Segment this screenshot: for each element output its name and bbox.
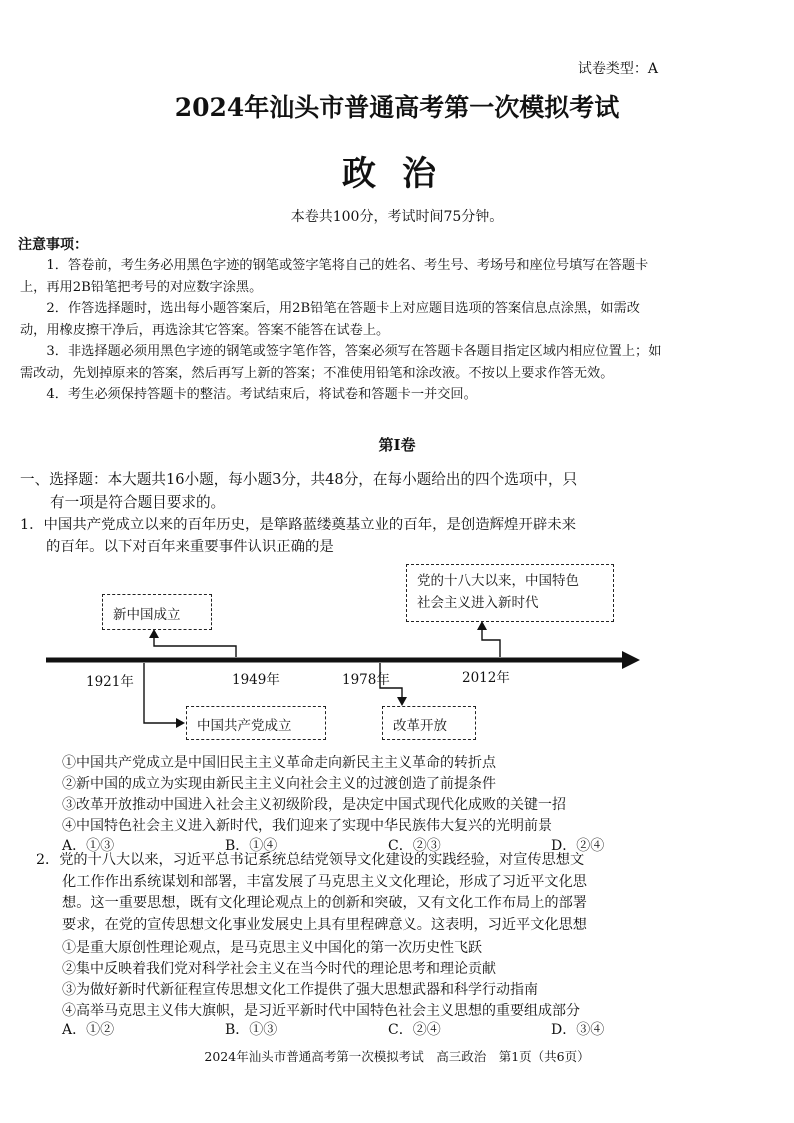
question-1-option: ④中国特色社会主义进入新时代，我们迎来了实现中华民族伟大复兴的光明前景 (62, 818, 552, 834)
exam-title: 2024年汕头市普通高考第一次模拟考试 (174, 93, 620, 122)
timeline-year-1921: 1921年 (86, 674, 134, 690)
answer-choice-b: B．①④ (225, 838, 278, 854)
part-description-line: 一、选择题：本大题共16小题，每小题3分，共48分，在每小题给出的四个选项中，只 (20, 471, 578, 488)
notice-item: 3．非选择题必须用黑色字迹的钢笔或签字笔作答，答案必须写在答题卡各题目指定区域内相应位置上；如需改动，先划掉原来的答案，然后再写上新的答案；不准使用铅笔和涂改液。不按以上要求作答无效。 (20, 344, 662, 381)
subject-title: 政治 (342, 154, 462, 194)
answer-choice-a: A．①② (62, 1022, 115, 1038)
notice-item: 2．作答选择题时，选出每小题答案后，用2B铅笔在答题卡上对应题目选项的答案信息点涂黑，如需改动，用橡皮擦干净后，再选涂其它答案。答案不能答在试卷上。 (20, 301, 640, 338)
answer-choice-c: C．②③ (388, 838, 441, 854)
timeline-year-1949: 1949年 (232, 672, 280, 688)
question-2-option: ②集中反映着我们党对科学社会主义在当今时代的理论思考和理论贡献 (62, 961, 496, 977)
answer-choice-a: A．①③ (62, 838, 115, 854)
timeline-year-1978: 1978年 (342, 672, 390, 688)
timeline-box-2012-line: 党的十八大以来，中国特色 (417, 573, 579, 589)
question-2-stem-line: 化工作作出系统谋划和部署，丰富发展了马克思主义文化理论，形成了习近平文化思 (62, 873, 587, 890)
question-2-stem (36, 850, 656, 936)
question-1-option: ③改革开放推动中国进入社会主义初级阶段，是决定中国式现代化成败的关键一招 (62, 797, 566, 813)
answer-choice-d: D．③④ (551, 1022, 605, 1038)
question-2-option: ③为做好新时代新征程宣传思想文化工作提供了强大思想武器和科学行动指南 (62, 982, 538, 998)
question-1-option: ②新中国的成立为实现由新民主主义向社会主义的过渡创造了前提条件 (62, 776, 496, 792)
notice-item: 1．答卷前，考生务必用黑色字迹的钢笔或签字笔将自己的姓名、考生号、考场号和座位号填写在答题卡上，再用2B铅笔把考号的对应数字涂黑。 (20, 258, 649, 295)
timeline-box-1949: 新中国成立 (102, 594, 212, 630)
question-2-option: ④高举马克思主义伟大旗帜，是习近平新时代中国特色社会主义思想的重要组成部分 (62, 1003, 580, 1019)
timeline-box-1978: 改革开放 (382, 706, 476, 740)
answer-choice-b: B．①③ (225, 1022, 278, 1038)
question-1-option: ①中国共产党成立是中国旧民主主义革命走向新民主主义革命的转折点 (62, 755, 496, 771)
page-footer: 2024年汕头市普通高考第一次模拟考试 高三政治 第1页（共6页） (204, 1049, 590, 1064)
part-description-line: 有一项是符合题目要求的。 (50, 494, 226, 511)
question-2-stem-line: 要求，在党的宣传思想文化事业发展史上具有里程碑意义。这表明，习近平文化思想 (62, 916, 587, 933)
question-2-stem-line: 2．党的十八大以来，习近平总书记系统总结党领导文化建设的实践经验，对宣传思想文 (36, 852, 585, 868)
question-1-stem-line: 的百年。以下对百年来重要事件认识正确的是 (46, 539, 334, 555)
timeline-box-1921: 中国共产党成立 (186, 706, 326, 740)
question-2-stem-line: 想。这一重要思想，既有文化理论观点上的创新和突破，又有文化工作布局上的部署 (62, 895, 587, 911)
question-2-answer-choices (62, 1019, 652, 1039)
notice-item: 4．考生必须保持答题卡的整洁。考试结束后，将试卷和答题卡一并交回。 (46, 387, 477, 402)
answer-choice-d: D．②④ (551, 838, 605, 854)
section-heading: 第Ⅰ卷 (378, 436, 416, 454)
paper-type-label: 试卷类型：A (577, 61, 658, 77)
timeline-box-2012 (406, 564, 614, 622)
exam-duration: 本卷共100分，考试时间75分钟。 (290, 209, 504, 225)
timeline-box-2012-line: 社会主义进入新时代 (417, 595, 539, 611)
question-2-option: ①是重大原创性理论观点，是马克思主义中国化的第一次历史性飞跃 (62, 940, 482, 956)
timeline-year-2012: 2012年 (462, 670, 510, 686)
notice-title: 注意事项： (18, 237, 88, 253)
answer-choice-c: C．②④ (388, 1022, 441, 1038)
question-1-stem-line: 1．中国共产党成立以来的百年历史，是筚路蓝缕奠基立业的百年，是创造辉煌开辟未来 (20, 517, 577, 533)
